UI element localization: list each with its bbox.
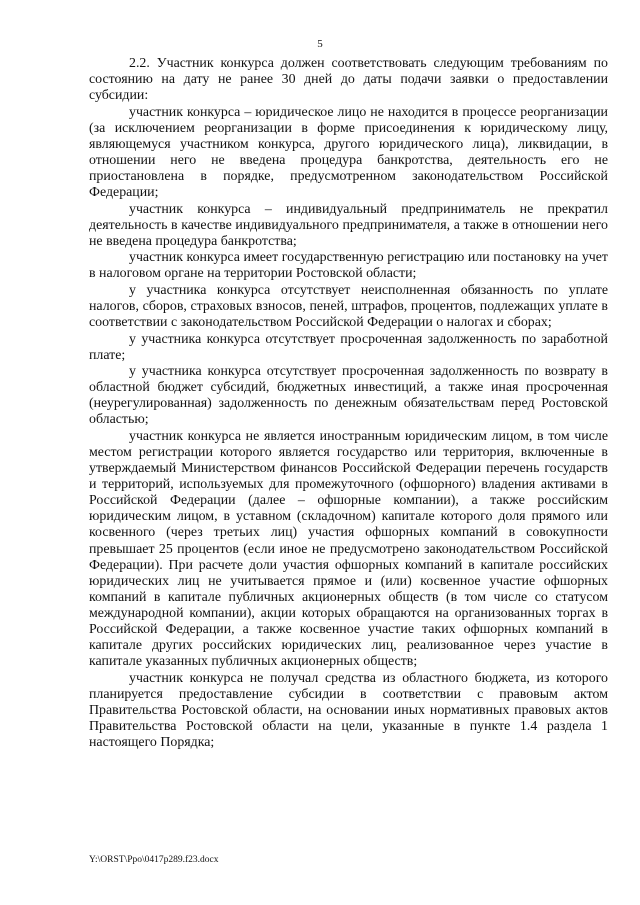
paragraph-individual-entrepreneur: участник конкурса – индивидуальный предприниматель не прекратил деятельность в качестве индивидуального предпринимателя, а также в отношении него не введена процедура банкротства; bbox=[89, 201, 608, 249]
paragraph-legal-entity-status: участник конкурса – юридическое лицо не находится в процессе реорганизации (за исключением реорганизации в форме присоединения к юридическому лицу, являющемуся участником конкурса, другого юридического лица), ликвидации, в отношении него не введена процедура банкротства, деятельность его не приостановлена в порядке, предусмотренном законодательством Российской Федерации; bbox=[89, 104, 608, 201]
page-number: 5 bbox=[317, 38, 323, 50]
paragraph-salary-debt: у участника конкурса отсутствует просроченная задолженность по заработной плате; bbox=[89, 331, 608, 363]
paragraph-registration: участник конкурса имеет государственную регистрацию или постановку на учет в налоговом органе на территории Ростовской области; bbox=[89, 250, 608, 282]
footer-file-path: Y:\ORST\Ppo\0417p289.f23.docx bbox=[89, 855, 219, 865]
paragraph-budget-debt: у участника конкурса отсутствует просроченная задолженность по возврату в областной бюджет субсидий, бюджетных инвестиций, а также иная просроченная (неурегулированная) задолженность по денежным обязательствам перед Ростовской областью; bbox=[89, 364, 608, 428]
paragraph-offshore-companies: участник конкурса не является иностранным юридическим лицом, в том числе местом регистрации которого является государство или территория, включенные в утверждаемый Министерством финансов Российской Федерации перечень государств и территорий, используемых для промежуточного (офшорного) владения активами в Российской Федерации (далее – офшорные компании), а также российским юридическим лицом, в уставном (складочном) капитале которого доля прямого или косвенного (через третьих лиц) участия офшорных компаний в совокупности превышает 25 процентов (если иное не предусмотрено законодательством Российской Федерации). При расчете доли участия офшорных компаний в капитале российских юридических лиц не учитывается прямое и (или) косвенное участие офшорных компаний в капитале публичных акционерных обществ (в том числе со статусом международной компании), акции которых обращаются на организованных торгах в Российской Федерации, а также косвенное участие таких офшорных компаний в капитале других российских юридических лиц, реализованное через участие в капитале указанных публичных акционерных обществ; bbox=[89, 428, 608, 670]
paragraph-requirements-intro: 2.2. Участник конкурса должен соответствовать следующим требованиям по состоянию на дату не ранее 30 дней до даты подачи заявки о предоставлении субсидии: bbox=[89, 56, 608, 104]
document-body bbox=[89, 56, 608, 751]
paragraph-tax-obligations: у участника конкурса отсутствует неисполненная обязанность по уплате налогов, сборов, страховых взносов, пеней, штрафов, процентов, подлежащих уплате в соответствии с законодательством Российской Федерации о налогах и сборах; bbox=[89, 282, 608, 331]
paragraph-no-prior-funding: участник конкурса не получал средства из областного бюджета, из которого планируется предоставление субсидии в соответствии с правовым актом Правительства Ростовской области, на основании иных нормативных правовых актов Правительства Ростовской области на цели, указанные в пункте 1.4 раздела 1 настоящего Порядка; bbox=[89, 670, 608, 751]
